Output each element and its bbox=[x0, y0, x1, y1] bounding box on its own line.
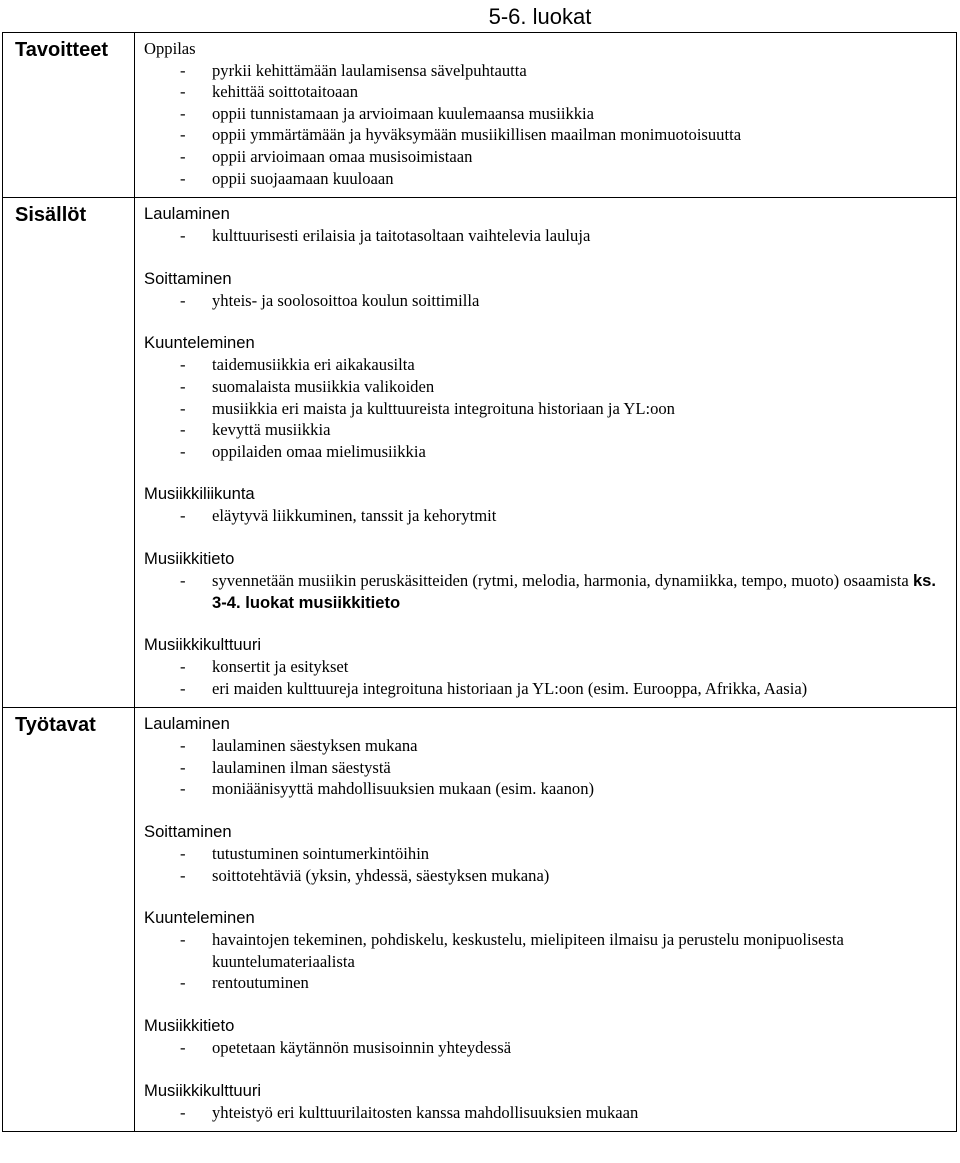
list-item: - oppii tunnistamaan ja arvioimaan kuulemaansa musiikkia bbox=[144, 103, 952, 125]
section-soittaminen bbox=[144, 821, 952, 886]
list-item: - soittotehtäviä (yksin, yhdessä, säestyksen mukana) bbox=[144, 865, 952, 887]
section-heading: Laulaminen bbox=[144, 714, 230, 734]
list-item: - oppii ymmärtämään ja hyväksymään musiikillisen maailman monimuotoisuutta bbox=[144, 124, 952, 146]
row-label-text: Työtavat bbox=[15, 714, 96, 737]
list-item: - moniäänisyyttä mahdollisuuksien mukaan (esim. kaanon) bbox=[144, 778, 952, 800]
section-musiikkitieto bbox=[144, 1015, 952, 1059]
list-item: - eri maiden kulttuureja integroituna historiaan ja YL:oon (esim. Eurooppa, Afrikka, Aasia) bbox=[144, 678, 952, 700]
row-label-tyotavat bbox=[3, 708, 135, 1132]
list-item: - suomalaista musiikkia valikoiden bbox=[144, 376, 952, 398]
list-item: - yhteis- ja soolosoittoa koulun soittimilla bbox=[144, 290, 952, 312]
section-heading: Soittaminen bbox=[144, 822, 232, 842]
list-item: - taidemusiikkia eri aikakausilta bbox=[144, 354, 952, 376]
section-laulaminen bbox=[144, 713, 952, 800]
list-item: - kevyttä musiikkia bbox=[144, 419, 952, 441]
list-item-text: syvennetään musiikin peruskäsitteiden (rytmi, melodia, harmonia, dynamiikka, tempo, muoto) osaamista bbox=[212, 570, 913, 590]
list-item: - kulttuurisesti erilaisia ja taitotasoltaan vaihtelevia lauluja bbox=[144, 225, 952, 247]
section-heading: Musiikkiliikunta bbox=[144, 484, 255, 504]
row-label-sisallot bbox=[3, 198, 135, 708]
list-item: - tutustuminen sointumerkintöihin bbox=[144, 843, 952, 865]
list-item: - opetetaan käytännön musisoinnin yhteydessä bbox=[144, 1037, 952, 1059]
section-soittaminen bbox=[144, 268, 952, 312]
row-sisallot bbox=[3, 198, 957, 708]
list-item: - kehittää soittotaitoaan bbox=[144, 81, 952, 103]
list-item: - musiikkia eri maista ja kulttuureista integroituna historiaan ja YL:oon bbox=[144, 398, 952, 420]
section-heading: Laulaminen bbox=[144, 204, 230, 224]
section-musiikkiliikunta bbox=[144, 483, 952, 527]
list-item: - oppii arvioimaan omaa musisoimistaan bbox=[144, 146, 952, 168]
list-item: - eläytyvä liikkuminen, tanssit ja kehorytmit bbox=[144, 505, 952, 527]
row-label-tavoitteet bbox=[3, 33, 135, 198]
list-item: - pyrkii kehittämään laulamisensa sävelpuhtautta bbox=[144, 60, 952, 82]
curriculum-table bbox=[2, 32, 957, 1132]
section-heading: Kuunteleminen bbox=[144, 333, 255, 353]
list-item: - oppii suojaamaan kuuloaan bbox=[144, 168, 952, 190]
section-musiikkikulttuuri bbox=[144, 1080, 952, 1124]
section-kuunteleminen bbox=[144, 332, 952, 462]
row-label-text: Tavoitteet bbox=[15, 39, 108, 61]
list-item: - oppilaiden omaa mielimusiikkia bbox=[144, 441, 952, 463]
row-tavoitteet bbox=[3, 33, 957, 198]
section-heading: Musiikkikulttuuri bbox=[144, 635, 262, 655]
row-tyotavat bbox=[3, 708, 957, 1132]
row-label-text: Sisällöt bbox=[15, 204, 87, 227]
row-content-tavoitteet bbox=[135, 33, 957, 198]
list-item: - yhteistyö eri kulttuurilaitosten kanssa mahdollisuuksien mukaan bbox=[144, 1102, 952, 1124]
section-heading: Kuunteleminen bbox=[144, 908, 255, 928]
section-kuunteleminen bbox=[144, 907, 952, 994]
list-item bbox=[144, 570, 952, 613]
list-item: - laulaminen säestyksen mukana bbox=[144, 735, 952, 757]
section-heading: Musiikkitieto bbox=[144, 1016, 235, 1036]
row-content-sisallot bbox=[135, 198, 957, 708]
list-item: - laulaminen ilman säestystä bbox=[144, 757, 952, 779]
page-title: 5-6. luokat bbox=[488, 4, 592, 29]
goal-list bbox=[144, 60, 952, 190]
list-item: - rentoutuminen bbox=[144, 972, 952, 994]
intro-text: Oppilas bbox=[144, 39, 196, 58]
section-laulaminen bbox=[144, 203, 952, 247]
section-heading: Soittaminen bbox=[144, 268, 232, 288]
section-heading: Musiikkikulttuuri bbox=[144, 1080, 262, 1100]
cross-reference: ks. 3-4. luokat musiikkitieto bbox=[212, 570, 937, 612]
list-item: - havaintojen tekeminen, pohdiskelu, keskustelu, mielipiteen ilmaisu ja perustelu monipuolisesta kuuntelumateriaalista bbox=[144, 929, 952, 972]
list-item: - konsertit ja esitykset bbox=[144, 656, 952, 678]
section-musiikkikulttuuri bbox=[144, 634, 952, 699]
row-content-tyotavat bbox=[135, 708, 957, 1132]
section-heading: Musiikkitieto bbox=[144, 548, 235, 568]
section-musiikkitieto bbox=[144, 548, 952, 613]
